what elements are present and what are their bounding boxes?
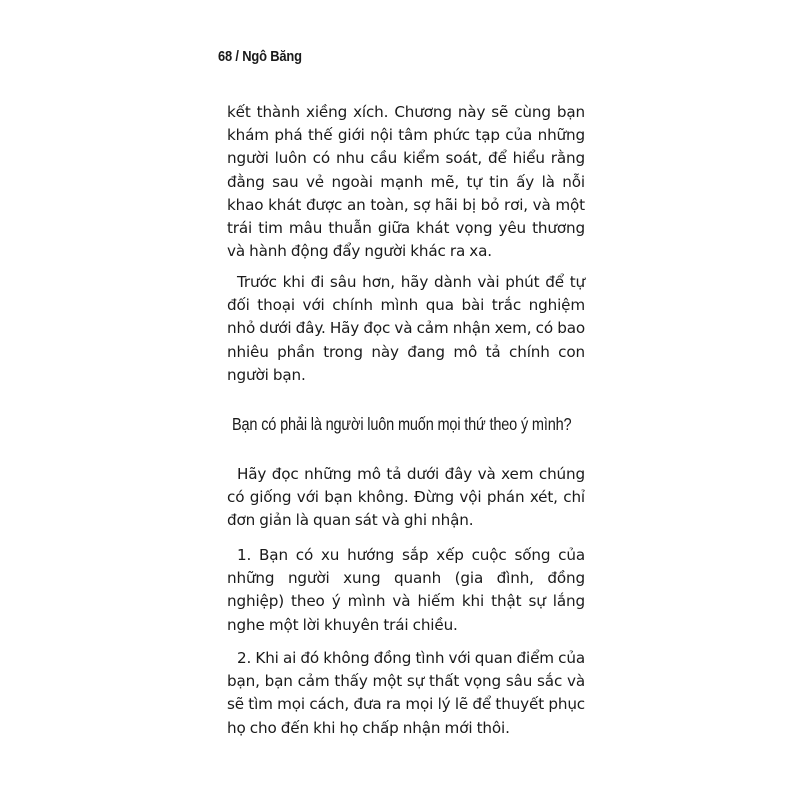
running-header: 68 / Ngô Băng [218, 48, 302, 65]
quiz-item-1: 1. Bạn có xu hướng sắp xếp cuộc sống của những người xung quanh (gia đình, đồng nghiệp) theo ý mình và hiếm khi thật sự lắng nghe một lời khuyên trái chiều. [227, 546, 585, 634]
body-paragraph-continuation: kết thành xiềng xích. Chương này sẽ cùng bạn khám phá thế giới nội tâm phức tạp của những người luôn có nhu cầu kiểm soát, để hiểu rằng đằng sau vẻ ngoài mạnh mẽ, tự tin ấy là nỗi khao khát được an toàn, sợ hãi bị bỏ rơi, và một trái tim mâu thuẫn giữa khát vọng yêu thương và hành động đẩy người khác ra xa. [227, 103, 585, 261]
section-intro-paragraph: Hãy đọc những mô tả dưới đây và xem chúng có giống với bạn không. Đừng vội phán xét, chỉ đơn giản là quan sát và ghi nhận. [227, 465, 585, 530]
section-heading: Bạn có phải là người luôn muốn mọi thứ theo ý mình? [232, 414, 572, 434]
quiz-item-2: 2. Khi ai đó không đồng tình với quan điểm của bạn, bạn cảm thấy một sự thất vọng sâu sắc và sẽ tìm mọi cách, đưa ra mọi lý lẽ để thuyết phục họ cho đến khi họ chấp nhận mới thôi. [227, 649, 585, 737]
body-paragraph-quiz-intro: Trước khi đi sâu hơn, hãy dành vài phút để tự đối thoại với chính mình qua bài trắc nghiệm nhỏ dưới đây. Hãy đọc và cảm nhận xem, có bao nhiêu phần trong này đang mô tả chính con người bạn. [227, 273, 585, 384]
